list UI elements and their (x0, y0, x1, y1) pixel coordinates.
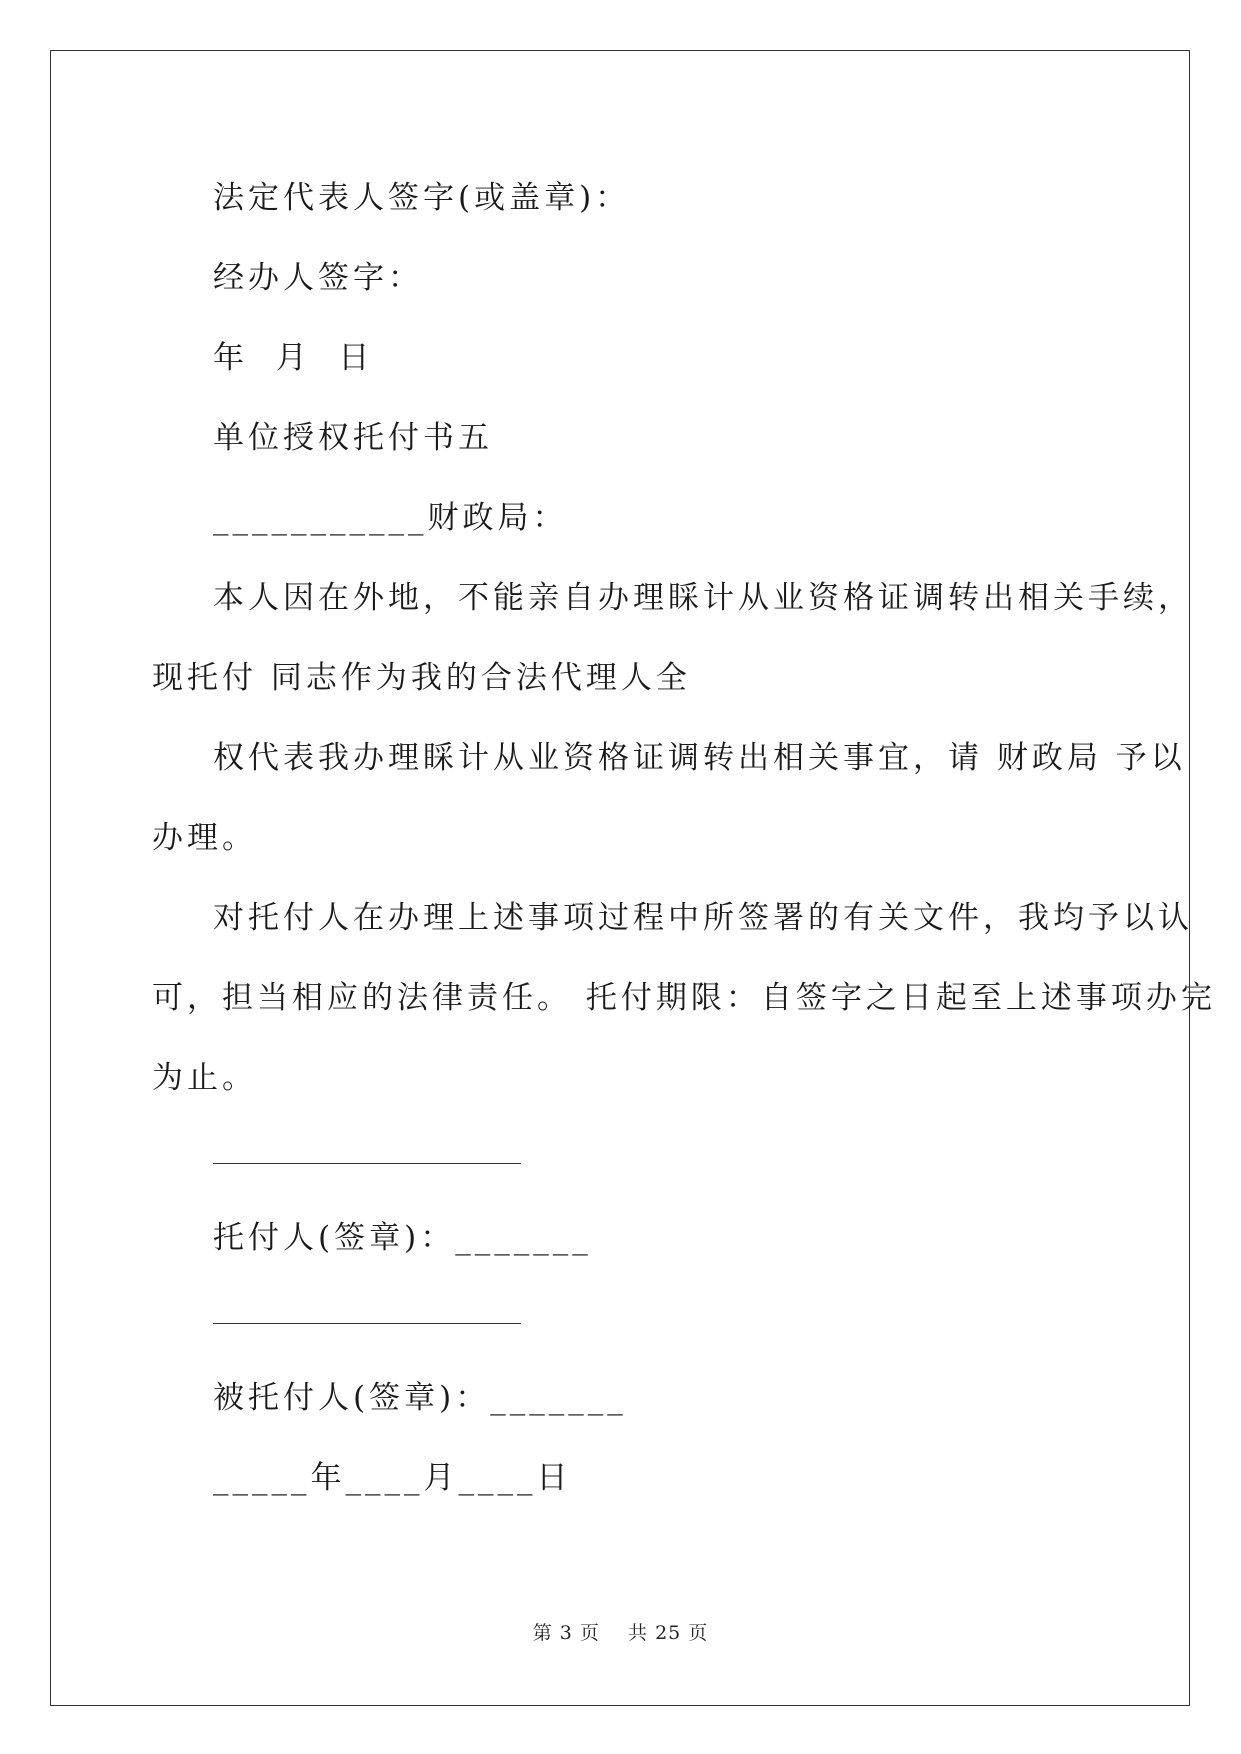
body-text-line: 本人因在外地，不能亲自办理睬计从业资格证调转出相关手续， (213, 580, 1193, 616)
signature-rule (213, 1323, 521, 1324)
page-number: 第 3 页 共 25 页 (532, 1622, 709, 1644)
legal-rep-signature-line: 法定代表人签字(或盖章)： (213, 180, 631, 216)
handler-signature-line: 经办人签字： (213, 260, 423, 296)
date-line: 年 月 日 (213, 340, 374, 376)
body-text-line: 现托付 同志作为我的合法代理人全 (152, 660, 691, 696)
body-text-line: 权代表我办理睬计从业资格证调转出相关事宜，请 财政局 予以 (213, 740, 1186, 776)
principal-signature-line: 托付人(签章)：_______ (213, 1220, 592, 1256)
body-text-line: 办理。 (152, 820, 257, 856)
signature-rule (213, 1163, 521, 1164)
signature-date-line: _____年____月____日 (213, 1460, 572, 1496)
body-text-line: 为止。 (152, 1060, 257, 1096)
addressee-line: ___________财政局： (213, 500, 568, 536)
body-text-line: 可，担当相应的法律责任。 托付期限：自签字之日起至上述事项办完 (152, 980, 1216, 1016)
section-title: 单位授权托付书五 (213, 420, 493, 456)
agent-signature-line: 被托付人(签章)：_______ (213, 1380, 627, 1416)
body-text-line: 对托付人在办理上述事项过程中所签署的有关文件，我均予以认 (213, 900, 1193, 936)
